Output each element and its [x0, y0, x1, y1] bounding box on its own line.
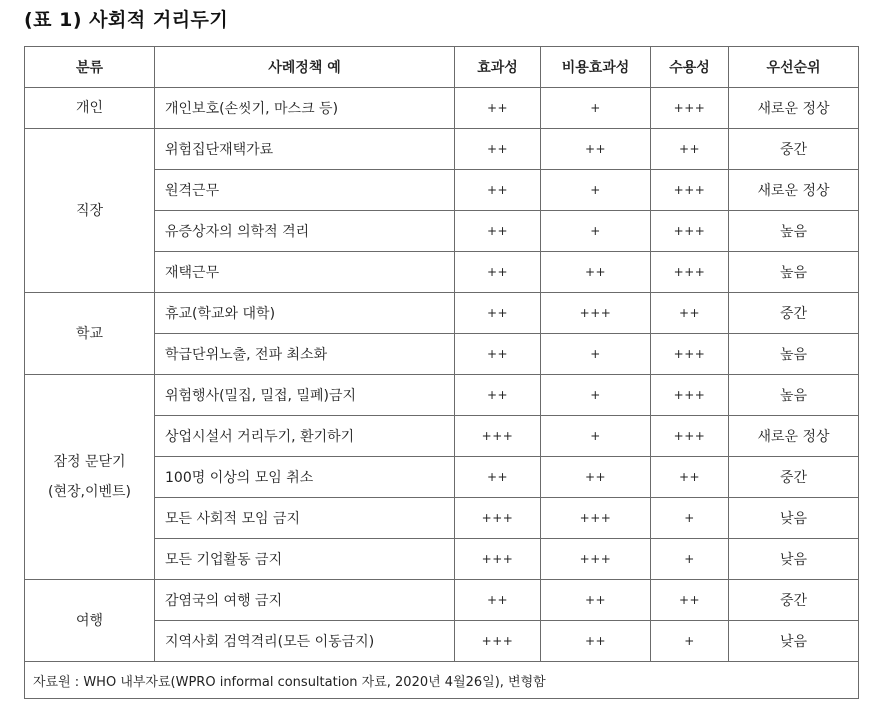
policy-cell: 100명 이상의 모임 취소	[155, 457, 455, 498]
priority-cell: 낮음	[729, 621, 859, 662]
priority-cell: 중간	[729, 293, 859, 334]
effectiveness-cell: +++	[455, 539, 541, 580]
effectiveness-cell: ++	[455, 252, 541, 293]
acceptability-cell: +++	[651, 252, 729, 293]
acceptability-cell: +++	[651, 170, 729, 211]
acceptability-cell: +	[651, 539, 729, 580]
category-label: 여행	[75, 612, 104, 629]
effectiveness-cell: ++	[455, 334, 541, 375]
category-cell	[25, 293, 155, 375]
policy-cell: 감염국의 여행 금지	[155, 580, 455, 621]
priority-cell: 새로운 정상	[729, 416, 859, 457]
cost-effectiveness-cell: +++	[541, 539, 651, 580]
priority-cell: 낮음	[729, 539, 859, 580]
policy-cell: 원격근무	[155, 170, 455, 211]
effectiveness-cell: ++	[455, 170, 541, 211]
category-cell	[25, 580, 155, 662]
header-row	[25, 47, 859, 88]
priority-cell: 중간	[729, 580, 859, 621]
effectiveness-cell: ++	[455, 375, 541, 416]
table-row	[25, 88, 859, 129]
table-row	[25, 293, 859, 334]
acceptability-cell: +	[651, 498, 729, 539]
table-title: (표 1) 사회적 거리두기	[24, 9, 229, 31]
source-note: 자료원 : WHO 내부자료(WPRO informal consultation 자료, 2020년 4월26일), 변형함	[25, 662, 859, 699]
policy-cell: 모든 기업활동 금지	[155, 539, 455, 580]
priority-cell: 높음	[729, 211, 859, 252]
cost-effectiveness-cell: ++	[541, 580, 651, 621]
category-label: (현장,이벤트)	[48, 484, 131, 500]
cost-effectiveness-cell: +	[541, 170, 651, 211]
column-header: 효과성	[455, 47, 541, 88]
priority-cell: 새로운 정상	[729, 88, 859, 129]
column-header: 비용효과성	[541, 47, 651, 88]
cost-effectiveness-cell: ++	[541, 129, 651, 170]
priority-cell: 새로운 정상	[729, 170, 859, 211]
acceptability-cell: ++	[651, 293, 729, 334]
effectiveness-cell: ++	[455, 293, 541, 334]
acceptability-cell: +++	[651, 375, 729, 416]
effectiveness-cell: ++	[455, 580, 541, 621]
cost-effectiveness-cell: +++	[541, 498, 651, 539]
cost-effectiveness-cell: +	[541, 375, 651, 416]
category-label: 학교	[75, 325, 104, 342]
acceptability-cell: +++	[651, 211, 729, 252]
column-header: 우선순위	[729, 47, 859, 88]
cost-effectiveness-cell: +	[541, 88, 651, 129]
priority-cell: 높음	[729, 375, 859, 416]
policy-cell: 유증상자의 의학적 격리	[155, 211, 455, 252]
social-distancing-table	[24, 46, 859, 699]
effectiveness-cell: +++	[455, 416, 541, 457]
policy-cell: 휴교(학교와 대학)	[155, 293, 455, 334]
priority-cell: 낮음	[729, 498, 859, 539]
priority-cell: 중간	[729, 129, 859, 170]
acceptability-cell: ++	[651, 457, 729, 498]
priority-cell: 중간	[729, 457, 859, 498]
acceptability-cell: ++	[651, 580, 729, 621]
category-label: 개인	[75, 100, 104, 116]
category-cell	[25, 375, 155, 580]
category-cell	[25, 88, 155, 129]
category-label: 잠정 문닫기	[53, 454, 126, 470]
policy-cell: 위험집단재택가료	[155, 129, 455, 170]
column-header: 분류	[25, 47, 155, 88]
cost-effectiveness-cell: +	[541, 211, 651, 252]
policy-cell: 위험행사(밀집, 밀접, 밀폐)금지	[155, 375, 455, 416]
table-row	[25, 580, 859, 621]
cost-effectiveness-cell: +	[541, 416, 651, 457]
policy-cell: 재택근무	[155, 252, 455, 293]
acceptability-cell: +	[651, 621, 729, 662]
cost-effectiveness-cell: ++	[541, 252, 651, 293]
cost-effectiveness-cell: +++	[541, 293, 651, 334]
policy-cell: 학급단위노출, 전파 최소화	[155, 334, 455, 375]
effectiveness-cell: ++	[455, 88, 541, 129]
acceptability-cell: ++	[651, 129, 729, 170]
table-row	[25, 375, 859, 416]
source-row	[25, 662, 859, 699]
effectiveness-cell: ++	[455, 457, 541, 498]
cost-effectiveness-cell: ++	[541, 457, 651, 498]
policy-cell: 모든 사회적 모임 금지	[155, 498, 455, 539]
effectiveness-cell: ++	[455, 211, 541, 252]
effectiveness-cell: +++	[455, 621, 541, 662]
table-row	[25, 129, 859, 170]
cost-effectiveness-cell: ++	[541, 621, 651, 662]
priority-cell: 높음	[729, 334, 859, 375]
category-cell	[25, 129, 155, 293]
category-label: 직장	[75, 202, 104, 219]
cost-effectiveness-cell: +	[541, 334, 651, 375]
policy-cell: 지역사회 검역격리(모든 이동금지)	[155, 621, 455, 662]
acceptability-cell: +++	[651, 416, 729, 457]
policy-cell: 개인보호(손씻기, 마스크 등)	[155, 88, 455, 129]
priority-cell: 높음	[729, 252, 859, 293]
column-header: 수용성	[651, 47, 729, 88]
effectiveness-cell: +++	[455, 498, 541, 539]
table-body	[25, 88, 859, 662]
acceptability-cell: +++	[651, 334, 729, 375]
acceptability-cell: +++	[651, 88, 729, 129]
policy-cell: 상업시설서 거리두기, 환기하기	[155, 416, 455, 457]
effectiveness-cell: ++	[455, 129, 541, 170]
column-header: 사례정책 예	[155, 47, 455, 88]
